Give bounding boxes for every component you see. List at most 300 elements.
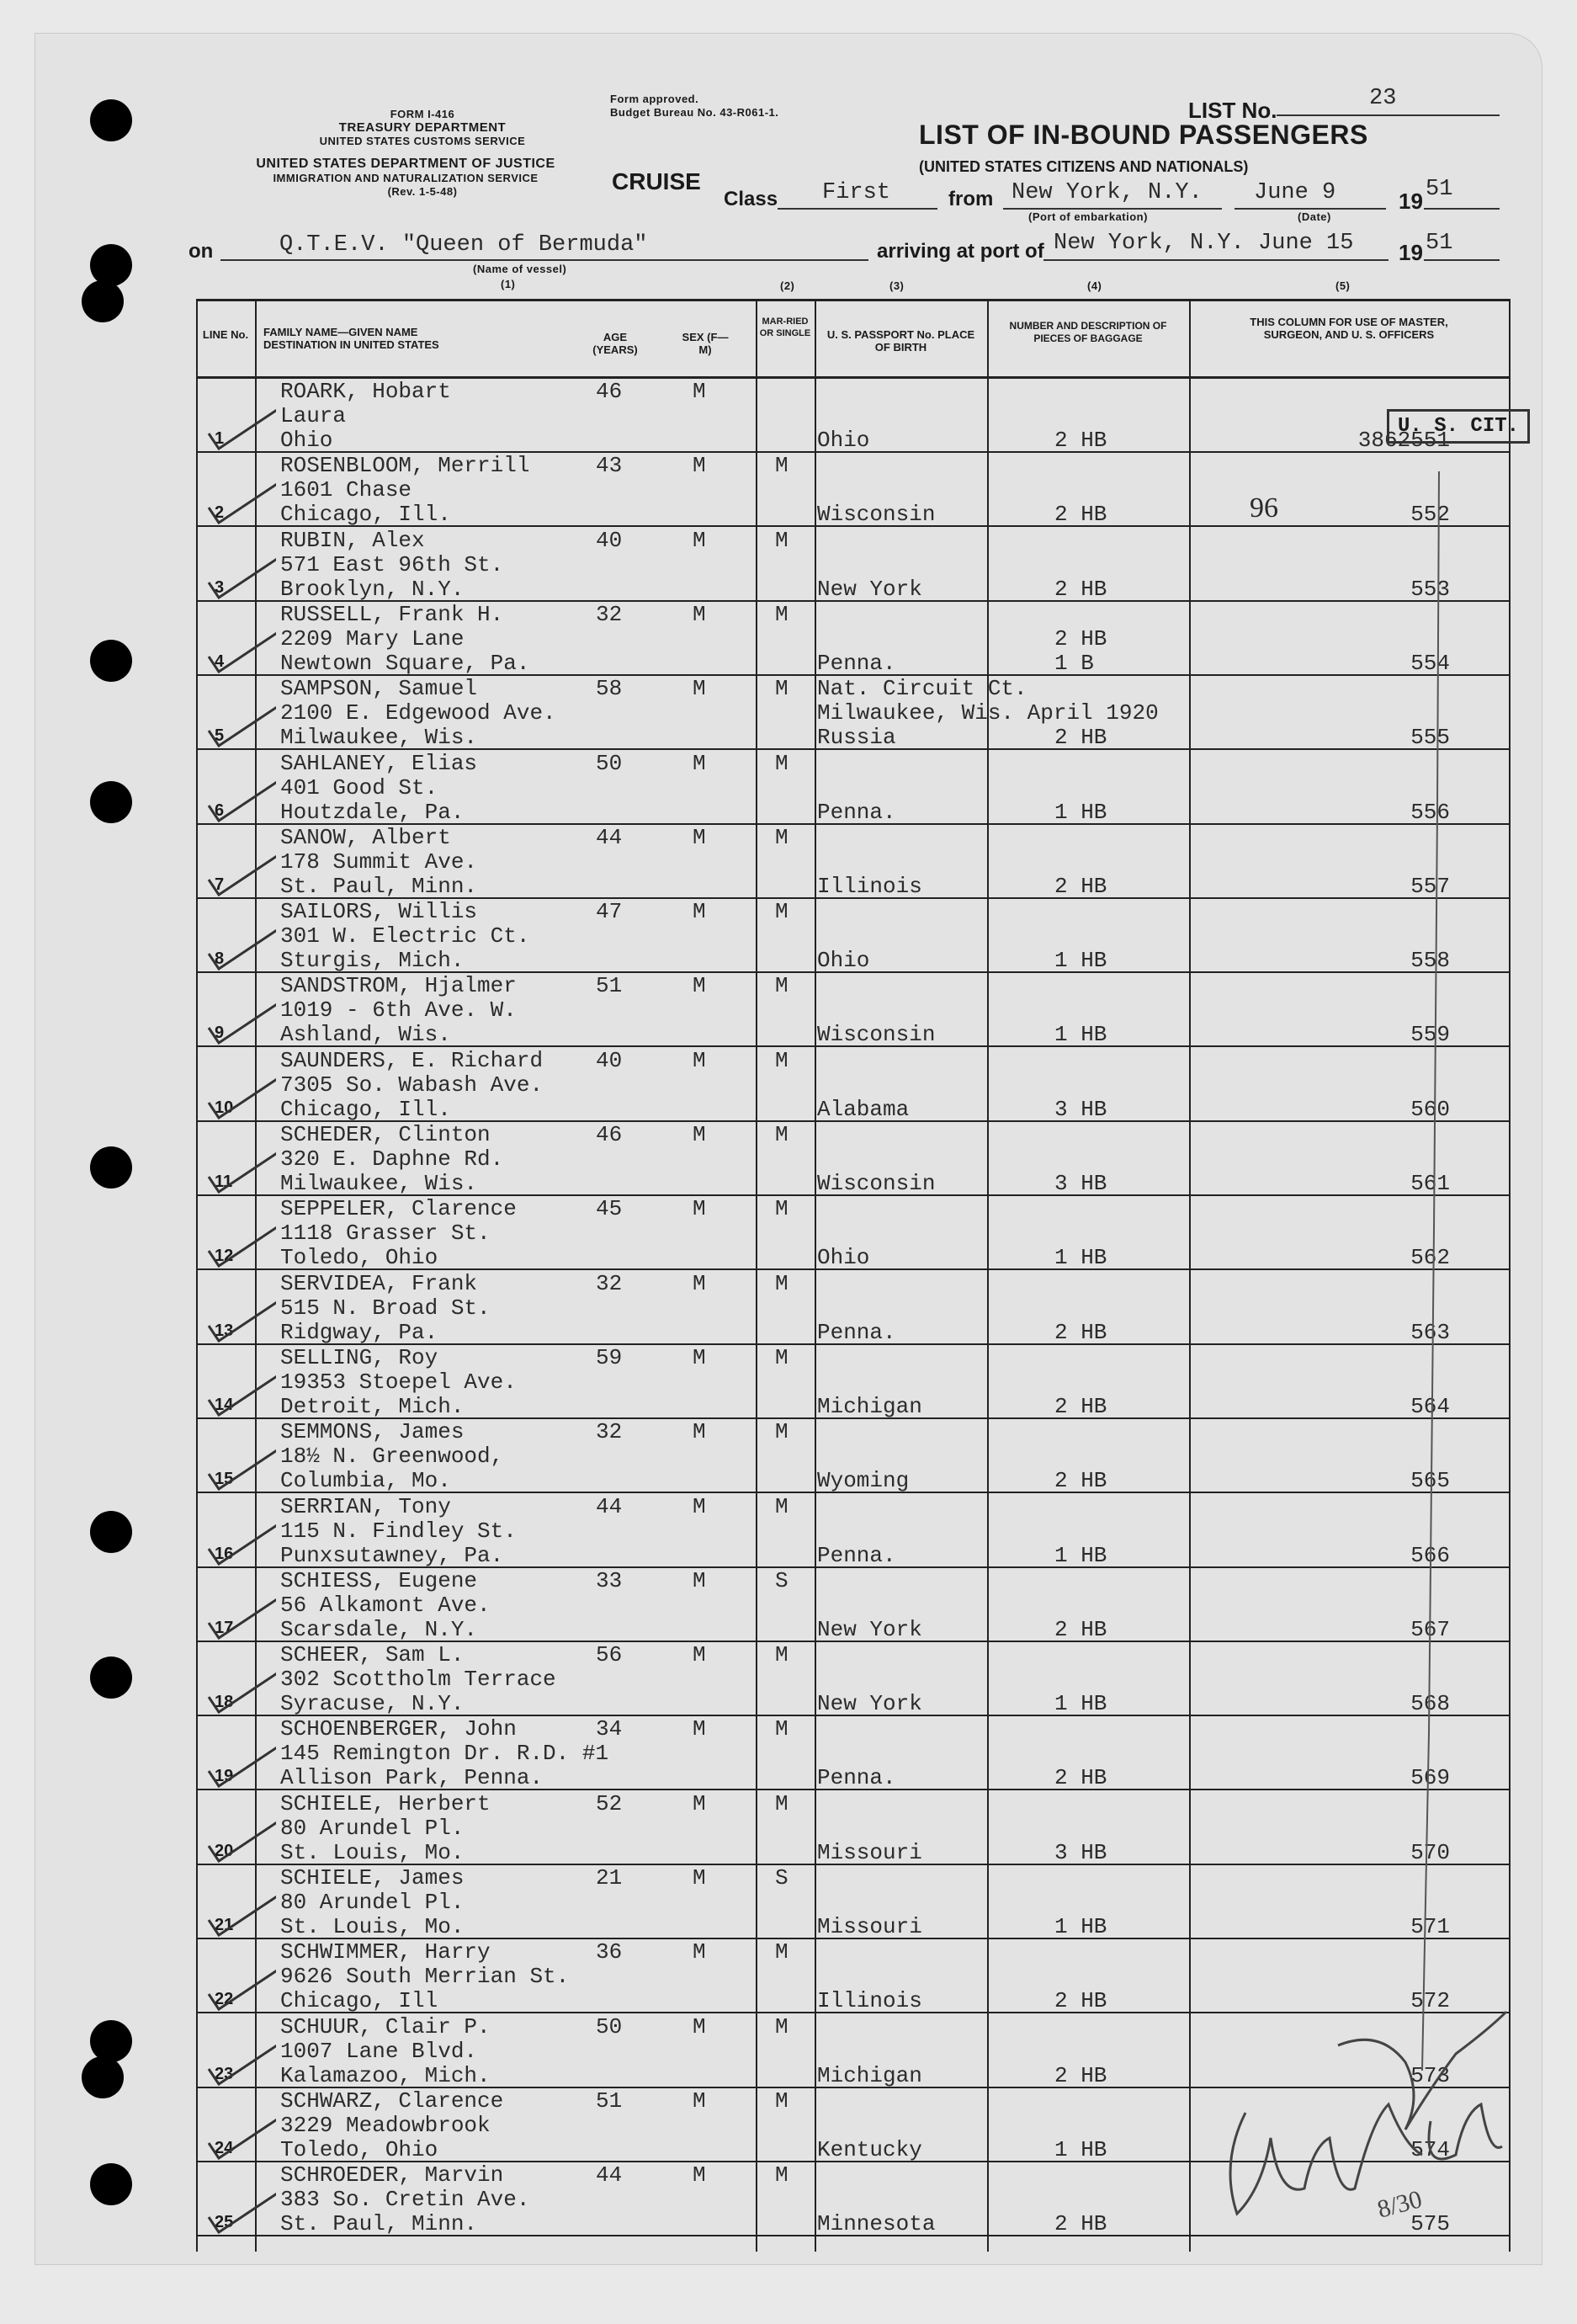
form-revision: (Rev. 1-5-48) [387, 185, 458, 198]
passenger-sex: M [693, 750, 706, 776]
passenger-name: RUBIN, Alex [280, 527, 425, 553]
place-of-birth: Ohio [817, 428, 870, 453]
baggage-line: 1 B [1054, 650, 1094, 676]
passenger-address: 56 Alkamont Ave. [280, 1592, 491, 1618]
passenger-age: 59 [596, 1344, 623, 1370]
baggage: 1 HB [1054, 1691, 1107, 1717]
marital-status: M [775, 453, 788, 479]
passenger-destination: St. Louis, Mo. [280, 1839, 465, 1865]
passenger-address: 302 Scottholm Terrace [280, 1667, 556, 1693]
place-of-birth: Penna. [817, 1319, 896, 1345]
line-number: 13 [215, 1321, 234, 1340]
col-head-married: MAR-RIED OR SINGLE [759, 316, 811, 338]
manifest-subtitle: (UNITED STATES CITIZENS AND NATIONALS) [919, 158, 1249, 175]
punch-hole [82, 280, 124, 322]
passenger-address: Laura [280, 403, 347, 428]
line-number: 19 [215, 1767, 234, 1786]
passenger-destination: Kalamazoo, Mich. [280, 2062, 491, 2088]
passenger-age: 36 [596, 1939, 623, 1965]
passenger-destination: Allison Park, Penna. [280, 1765, 544, 1791]
table-row [196, 1345, 1509, 1419]
table-row [196, 528, 1509, 602]
punch-hole [90, 99, 132, 141]
marital-status: M [775, 1642, 788, 1668]
year-line-dep [1424, 208, 1500, 210]
year-prefix-arr: 19 [1399, 240, 1423, 265]
line-number: 11 [215, 1173, 233, 1191]
passenger-sex: M [693, 1419, 706, 1445]
punch-hole [90, 1146, 132, 1189]
check-mark-icon [200, 2035, 276, 2086]
check-mark-icon [200, 846, 276, 896]
marital-status: M [775, 973, 788, 999]
passenger-sex: M [693, 1567, 706, 1593]
passenger-age: 44 [596, 824, 623, 850]
punch-hole [90, 1657, 132, 1699]
passenger-name: SERVIDEA, Frank [280, 1270, 478, 1296]
passenger-name: RUSSELL, Frank H. [280, 601, 504, 627]
on-label: on [188, 240, 214, 263]
passenger-destination: St. Paul, Minn. [280, 2211, 478, 2237]
from-label: from [948, 188, 994, 210]
passenger-sex: M [693, 1642, 706, 1668]
passenger-name: SCHEDER, Clinton [280, 1122, 491, 1147]
check-mark-icon [200, 2109, 276, 2160]
passenger-address: 571 East 96th St. [280, 551, 504, 577]
passenger-sex: M [693, 2087, 706, 2114]
marital-status: M [775, 1047, 788, 1073]
marital-status: M [775, 1716, 788, 1742]
passenger-age: 46 [596, 379, 623, 404]
table-row [196, 1271, 1509, 1345]
passenger-destination: Ohio [280, 428, 333, 453]
officer-number: 558 [1410, 948, 1450, 974]
col-num-1: (1) [501, 278, 516, 290]
table-row [196, 751, 1509, 825]
port-embark-label: (Port of embarkation) [1028, 210, 1148, 223]
list-number-line [1277, 114, 1500, 116]
marital-status: M [775, 1196, 788, 1222]
passenger-address: 80 Arundel Pl. [280, 1815, 465, 1841]
passenger-name: SCHIESS, Eugene [280, 1567, 478, 1593]
passenger-name: SEMMONS, James [280, 1419, 465, 1445]
vessel-name: Q.T.E.V. "Queen of Bermuda" [279, 232, 648, 258]
col-num-5: (5) [1335, 279, 1351, 292]
table-row [196, 1716, 1509, 1790]
marital-status: M [775, 750, 788, 776]
baggage: 3 HB [1054, 1096, 1107, 1122]
budget-bureau: Budget Bureau No. 43-R061-1. [610, 106, 779, 119]
passenger-name: SCHWARZ, Clarence [280, 2087, 504, 2114]
table-row [196, 1568, 1509, 1642]
place-of-birth: Wisconsin [817, 1022, 936, 1048]
line-number: 3 [215, 577, 225, 597]
signature-scribble [1212, 1995, 1515, 2247]
passenger-sex: M [693, 453, 706, 479]
marital-status: M [775, 824, 788, 850]
passenger-age: 45 [596, 1196, 623, 1222]
baggage: 2 HB [1054, 502, 1107, 528]
line-number: 1 [215, 429, 225, 448]
line-number: 24 [215, 2138, 234, 2157]
passenger-age: 56 [596, 1642, 623, 1668]
baggage: 2 HB [1054, 1988, 1107, 2014]
punch-hole [90, 2020, 132, 2062]
col-num-2: (2) [780, 279, 795, 292]
punch-hole [90, 1511, 132, 1553]
table-row [196, 1642, 1509, 1716]
passenger-name: SAUNDERS, E. Richard [280, 1047, 544, 1073]
marital-status: M [775, 1270, 788, 1296]
passenger-name: SCHEER, Sam L. [280, 1642, 465, 1668]
place-of-birth: New York [817, 1691, 922, 1717]
passenger-destination: St. Louis, Mo. [280, 1914, 465, 1939]
place-of-birth: Wisconsin [817, 502, 936, 528]
dept-customs: UNITED STATES CUSTOMS SERVICE [319, 135, 526, 147]
table-row [196, 602, 1509, 676]
officer-number: 555 [1410, 725, 1450, 751]
check-mark-icon [200, 994, 276, 1045]
officer-number: 574 [1410, 2136, 1450, 2162]
line-number: 8 [215, 949, 225, 969]
passenger-name: SAILORS, Willis [280, 899, 478, 925]
place-of-birth: Illinois [817, 1988, 922, 2014]
line-number: 6 [215, 800, 225, 820]
passenger-address: 1007 Lane Blvd. [280, 2038, 478, 2064]
passenger-age: 34 [596, 1716, 623, 1742]
line-number: 4 [215, 651, 225, 671]
departure-date: June 9 [1254, 180, 1336, 205]
arrival-line [1043, 259, 1389, 261]
col-head-line: LINE No. [202, 328, 249, 341]
marital-status: M [775, 1493, 788, 1519]
check-mark-icon [200, 1143, 276, 1194]
passenger-name: SAHLANEY, Elias [280, 750, 478, 776]
baggage: 3 HB [1054, 1171, 1107, 1196]
baggage: 2 HB [1054, 1765, 1107, 1791]
passenger-sex: M [693, 527, 706, 553]
marital-status: S [775, 1567, 788, 1593]
passenger-age: 46 [596, 1122, 623, 1147]
line-number: 12 [215, 1247, 234, 1266]
passenger-address: 18½ N. Greenwood, [280, 1444, 504, 1470]
place-of-birth: Penna. [817, 1542, 896, 1568]
officer-number: 560 [1410, 1096, 1450, 1122]
officer-number: 553 [1410, 576, 1450, 602]
passenger-destination: Houtzdale, Pa. [280, 799, 465, 825]
check-mark-icon [200, 1366, 276, 1417]
check-mark-icon [200, 2183, 276, 2234]
passenger-address: 2100 E. Edgewood Ave. [280, 700, 556, 726]
arrival-year: 51 [1426, 231, 1453, 256]
passenger-address: 1118 Grasser St. [280, 1220, 491, 1247]
check-mark-icon [200, 1886, 276, 1937]
check-mark-icon [200, 474, 276, 524]
passenger-age: 58 [596, 676, 623, 702]
passenger-sex: M [693, 1270, 706, 1296]
passenger-name: ROSENBLOOM, Merrill [280, 453, 530, 479]
line-number: 10 [215, 1098, 234, 1117]
table-row [196, 973, 1509, 1047]
passenger-address: 19353 Stoepel Ave. [280, 1369, 517, 1395]
officer-number: 557 [1410, 873, 1450, 899]
check-mark-icon [200, 549, 276, 599]
baggage: 2 HB [1054, 576, 1107, 602]
check-mark-icon [200, 1515, 276, 1566]
dept-treasury: TREASURY DEPARTMENT [338, 120, 507, 135]
passenger-sex: M [693, 1344, 706, 1370]
passenger-sex: M [693, 676, 706, 702]
place-of-birth: Penna. [817, 650, 896, 676]
place-of-birth: Penna. [817, 799, 896, 825]
passenger-address: 115 N. Findley St. [280, 1518, 517, 1544]
passenger-sex: M [693, 1493, 706, 1519]
passenger-destination: Sturgis, Mich. [280, 948, 465, 974]
from-value: New York, N.Y. [1012, 180, 1203, 205]
line-number: 22 [215, 1990, 234, 2009]
officer-number: 556 [1410, 799, 1450, 825]
baggage: 1 HB [1054, 799, 1107, 825]
passenger-name: SCHIELE, James [280, 1865, 465, 1891]
passenger-age: 47 [596, 899, 623, 925]
col-head-officers: THIS COLUMN FOR USE OF MASTER, SURGEON, AND U. S. OFFICERS [1250, 316, 1448, 341]
check-mark-icon [200, 1812, 276, 1863]
line-number: 25 [215, 2213, 234, 2232]
baggage: 2 HB [1054, 2062, 1107, 2088]
place-of-birth: Penna. [817, 1765, 896, 1791]
place-of-birth: Alabama [817, 1096, 910, 1122]
line-number: 17 [215, 1618, 234, 1637]
passenger-age: 44 [596, 1493, 623, 1519]
officer-number: 552 [1410, 502, 1450, 528]
marital-status: M [775, 676, 788, 702]
passenger-name: SANDSTROM, Hjalmer [280, 973, 517, 999]
passenger-destination: Milwaukee, Wis. [280, 725, 478, 751]
passenger-sex: M [693, 824, 706, 850]
officer-number: 564 [1410, 1393, 1450, 1419]
passenger-age: 32 [596, 1270, 623, 1296]
col-head-baggage: NUMBER AND DESCRIPTION OF PIECES OF BAGGAGE [1009, 320, 1167, 344]
line-number: 16 [215, 1544, 234, 1563]
marital-status: M [775, 527, 788, 553]
list-number: 23 [1369, 86, 1397, 111]
baggage: 1 HB [1054, 1022, 1107, 1048]
table-row [196, 1791, 1509, 1865]
line-number: 15 [215, 1470, 234, 1489]
baggage: 2 HB [1054, 428, 1107, 453]
passenger-destination: Toledo, Ohio [280, 1245, 438, 1271]
baggage: 2 HB [1054, 2211, 1107, 2237]
class-label: Class [724, 188, 778, 210]
baggage: 1 HB [1054, 1914, 1107, 1939]
check-mark-icon [200, 697, 276, 747]
place-of-birth: New York [817, 1616, 922, 1642]
place-of-birth-line: Milwaukee, Wis. April 1920 [817, 700, 1159, 726]
passenger-age: 32 [596, 1419, 623, 1445]
passenger-destination: Punxsutawney, Pa. [280, 1542, 504, 1568]
baggage: 1 HB [1054, 1245, 1107, 1271]
passenger-name: SCHOENBERGER, John [280, 1716, 517, 1742]
passenger-sex: M [693, 601, 706, 627]
passenger-table [196, 299, 1509, 2260]
place-of-birth: Kentucky [817, 2136, 922, 2162]
passenger-age: 52 [596, 1790, 623, 1816]
check-mark-icon [200, 1589, 276, 1640]
baggage: 2 HB [1054, 725, 1107, 751]
punch-hole [82, 2056, 124, 2098]
officer-number: 563 [1410, 1319, 1450, 1345]
table-row [196, 899, 1509, 973]
place-of-birth-line: Nat. Circuit Ct. [817, 676, 1027, 702]
passenger-age: 21 [596, 1865, 623, 1891]
table-row [196, 1419, 1509, 1493]
passenger-destination: Chicago, Ill [280, 1988, 438, 2014]
baggage-line: 2 HB [1054, 625, 1107, 651]
place-of-birth: Missouri [817, 1839, 922, 1865]
officer-number: 566 [1410, 1542, 1450, 1568]
passenger-name: SCHROEDER, Marvin [280, 2162, 504, 2188]
table-row [196, 1196, 1509, 1270]
passenger-name: SCHWIMMER, Harry [280, 1939, 491, 1965]
signature-text [1220, 2239, 1473, 2241]
check-mark-icon [200, 920, 276, 971]
passenger-sex: M [693, 1790, 706, 1816]
punch-hole [90, 2163, 132, 2205]
cruise-label: CRUISE [612, 168, 701, 194]
passenger-address: 320 E. Daphne Rd. [280, 1146, 504, 1172]
line-number: 23 [215, 2064, 234, 2083]
passenger-sex: M [693, 1716, 706, 1742]
year-line-arr [1424, 259, 1500, 261]
passenger-sex: M [693, 899, 706, 925]
form-number: FORM I-416 [390, 108, 455, 120]
officer-number: 572 [1410, 1988, 1450, 2014]
passenger-age: 51 [596, 2087, 623, 2114]
officer-number: 570 [1410, 1839, 1450, 1865]
place-of-birth: Michigan [817, 1393, 922, 1419]
check-mark-icon [200, 623, 276, 673]
dept-immigration: IMMIGRATION AND NATURALIZATION SERVICE [273, 172, 539, 184]
year-prefix-dep: 19 [1399, 189, 1423, 214]
marital-status: M [775, 1344, 788, 1370]
passenger-age: 43 [596, 453, 623, 479]
arrival-port-date: New York, N.Y. June 15 [1054, 231, 1354, 256]
passenger-sex: M [693, 1939, 706, 1965]
punch-hole [90, 640, 132, 682]
check-mark-icon [200, 1663, 276, 1714]
check-mark-icon [200, 1960, 276, 2011]
passenger-sex: M [693, 2162, 706, 2188]
table-row [196, 453, 1509, 527]
passenger-sex: M [693, 1122, 706, 1147]
passenger-name: SCHIELE, Herbert [280, 1790, 491, 1816]
officer-number: 565 [1410, 1468, 1450, 1494]
baggage: 2 HB [1054, 1319, 1107, 1345]
passenger-destination: Detroit, Mich. [280, 1393, 465, 1419]
line-number: 14 [215, 1395, 234, 1414]
baggage: 1 HB [1054, 948, 1107, 974]
table-row [196, 1122, 1509, 1196]
passenger-age: 40 [596, 1047, 623, 1073]
baggage: 2 HB [1054, 873, 1107, 899]
passenger-sex: M [693, 1047, 706, 1073]
passenger-destination: Chicago, Ill. [280, 502, 451, 528]
punch-hole [90, 781, 132, 823]
passenger-address: 401 Good St. [280, 774, 438, 800]
col-divider [1509, 299, 1511, 2252]
table-row [196, 1494, 1509, 1568]
passenger-address: 9626 South Merrian St. [280, 1964, 570, 1990]
passenger-address: 178 Summit Ave. [280, 848, 478, 875]
class-value: First [822, 180, 891, 205]
marital-status: M [775, 1790, 788, 1816]
passenger-name: SEPPELER, Clarence [280, 1196, 517, 1222]
place-of-birth: Missouri [817, 1914, 922, 1939]
passenger-sex: M [693, 973, 706, 999]
passenger-name: SAMPSON, Samuel [280, 676, 478, 702]
baggage: 2 HB [1054, 1468, 1107, 1494]
passenger-destination: Milwaukee, Wis. [280, 1171, 478, 1196]
passenger-address: 2209 Mary Lane [280, 625, 465, 651]
officer-number: 3862551 [1357, 428, 1450, 453]
place-of-birth: Wisconsin [817, 1171, 936, 1196]
passenger-destination: Scarsdale, N.Y. [280, 1616, 478, 1642]
col-num-4: (4) [1087, 279, 1102, 292]
table-top-border [196, 299, 1509, 301]
table-row [196, 379, 1509, 453]
dept-justice: UNITED STATES DEPARTMENT OF JUSTICE [256, 157, 555, 171]
from-line [1003, 208, 1222, 210]
check-mark-icon [200, 1292, 276, 1343]
line-number: 20 [215, 1841, 234, 1860]
place-of-birth: Wyoming [817, 1468, 910, 1494]
departure-year: 51 [1426, 177, 1453, 202]
passenger-name: SCHUUR, Clair P. [280, 2013, 491, 2039]
baggage: 1 HB [1054, 1542, 1107, 1568]
passenger-address: 3229 Meadowbrook [280, 2112, 491, 2138]
officer-number: 571 [1410, 1914, 1450, 1939]
passenger-destination: Chicago, Ill. [280, 1096, 451, 1122]
officer-number: 554 [1410, 650, 1450, 676]
list-number-label: LIST No. [1188, 98, 1277, 123]
place-of-birth-line: Russia [817, 725, 896, 751]
officer-number: 575 [1410, 2211, 1450, 2237]
marital-status: M [775, 899, 788, 925]
marital-status: M [775, 601, 788, 627]
table-row [196, 1865, 1509, 1939]
passenger-sex: M [693, 1865, 706, 1891]
passenger-destination: St. Paul, Minn. [280, 873, 478, 899]
class-line [778, 208, 937, 210]
officer-number: 569 [1410, 1765, 1450, 1791]
passenger-sex: M [693, 379, 706, 404]
annotation-96: 96 [1250, 492, 1278, 524]
passenger-sex: M [693, 2013, 706, 2039]
pencil-line [1414, 471, 1447, 2071]
passenger-age: 32 [596, 601, 623, 627]
punch-hole [90, 244, 132, 286]
line-number: 2 [215, 503, 225, 523]
passenger-address: 515 N. Broad St. [280, 1295, 491, 1321]
baggage: 2 HB [1054, 1616, 1107, 1642]
marital-status: S [775, 1865, 788, 1891]
passenger-destination: Ashland, Wis. [280, 1022, 451, 1048]
passenger-destination: Newtown Square, Pa. [280, 650, 530, 676]
arriving-label: arriving at port of [877, 240, 1044, 263]
officer-number: 573 [1410, 2062, 1450, 2088]
passenger-destination: Toledo, Ohio [280, 2136, 438, 2162]
officer-number: 568 [1410, 1691, 1450, 1717]
